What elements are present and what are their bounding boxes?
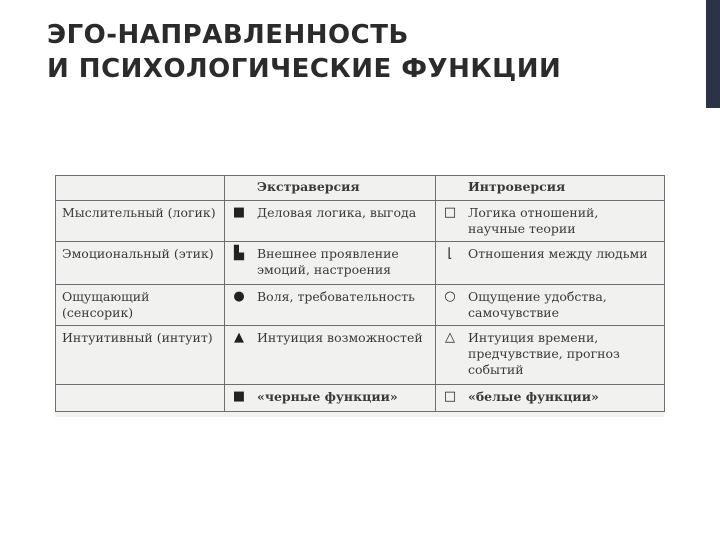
- black-circle-icon: ●: [233, 289, 245, 304]
- functions-table-image: [55, 175, 664, 417]
- extraversion-text: Интуиция возможностей: [257, 330, 423, 345]
- white-square-icon: □: [443, 205, 457, 220]
- white-square-icon: □: [443, 389, 457, 404]
- white-functions-label: «белые функции»: [468, 389, 599, 404]
- introversion-text: Отношения между людьми: [468, 246, 648, 261]
- extraversion-text: Деловая логика, выгода: [257, 205, 417, 220]
- extraversion-cell: [225, 242, 436, 285]
- header-extraversion: Экстраверсия: [225, 176, 436, 201]
- introversion-cell: [436, 285, 665, 326]
- header-introversion: Интроверсия: [436, 176, 665, 201]
- header-empty-cell: [56, 176, 225, 201]
- type-cell: Эмоциональный (этик): [56, 242, 225, 285]
- introversion-cell: [436, 201, 665, 242]
- table-row: [56, 201, 665, 242]
- extraversion-cell: [225, 201, 436, 242]
- introversion-text: Ощущение удобства, самочувствие: [468, 289, 607, 320]
- extraversion-cell: [225, 285, 436, 326]
- slide-title-line-1: ЭГО-НАПРАВЛЕННОСТЬ: [47, 20, 409, 50]
- table-header-row: [56, 176, 665, 201]
- slide-title-line-2: И ПСИХОЛОГИЧЕСКИЕ ФУНКЦИИ: [47, 54, 562, 84]
- footer-extraversion-cell: [225, 385, 436, 412]
- table-row: [56, 285, 665, 326]
- footer-introversion-cell: [436, 385, 665, 412]
- table-footer-row: [56, 385, 665, 412]
- footer-empty-cell: [56, 385, 225, 412]
- accent-bar: [706, 0, 720, 108]
- black-corner-icon: ▙: [234, 246, 244, 261]
- introversion-text: Интуиция времени, предчувствие, прогноз событий: [468, 330, 620, 377]
- table-row: [56, 326, 665, 385]
- introversion-cell: [436, 242, 665, 285]
- extraversion-cell: [225, 326, 436, 385]
- type-cell: Ощущающий (сенсорик): [56, 285, 225, 326]
- white-triangle-icon: △: [445, 330, 455, 345]
- black-square-icon: ■: [232, 389, 246, 404]
- table-row: [56, 242, 665, 285]
- introversion-cell: [436, 326, 665, 385]
- black-functions-label: «черные функции»: [257, 389, 398, 404]
- extraversion-text: Воля, требовательность: [257, 289, 415, 304]
- extraversion-text: Внешнее проявление эмоций, настроения: [257, 246, 399, 277]
- slide-title: [47, 18, 667, 86]
- functions-table: [55, 175, 665, 412]
- black-square-icon: ■: [232, 205, 246, 220]
- introversion-text: Логика отношений, научные теории: [468, 205, 599, 236]
- type-cell: Интуитивный (интуит): [56, 326, 225, 385]
- type-cell: Мыслительный (логик): [56, 201, 225, 242]
- white-circle-icon: ○: [444, 289, 456, 304]
- black-triangle-icon: ▲: [234, 330, 244, 345]
- white-corner-icon: ⌊: [447, 246, 453, 261]
